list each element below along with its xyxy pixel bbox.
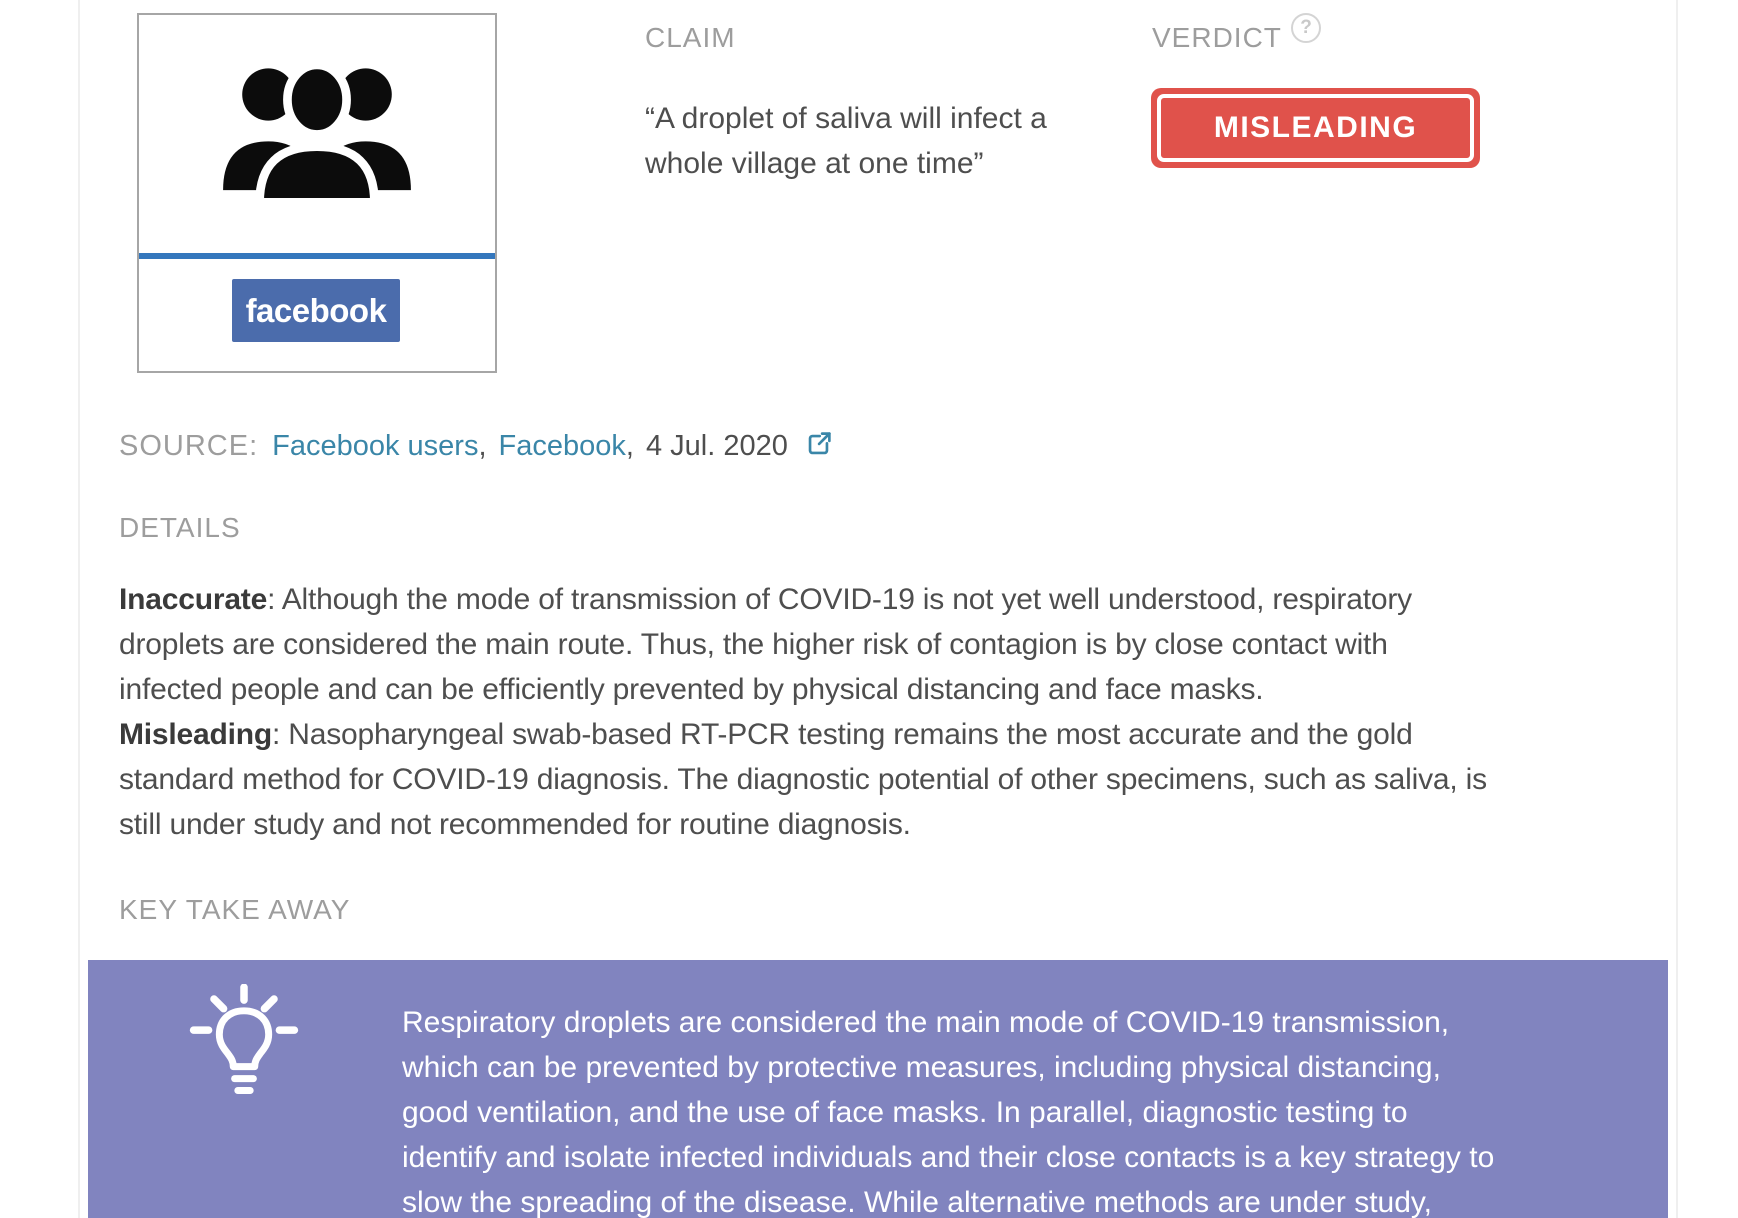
help-icon[interactable]: ? [1291, 13, 1321, 43]
details-line: Inaccurate: Although the mode of transmission of COVID-19 is not yet well understood, respiratory [119, 583, 1412, 616]
source-link-facebook-users[interactable]: Facebook users [272, 430, 479, 462]
source-media-card[interactable] [137, 13, 497, 373]
claim-heading: CLAIM [645, 22, 736, 53]
takeaway-line: which can be prevented by protective measures, including physical distancing, [402, 1051, 1441, 1084]
page-left-border [78, 0, 80, 1218]
source-row [119, 430, 833, 463]
source-link-facebook[interactable]: Facebook [498, 430, 626, 462]
people-group-icon [211, 51, 423, 211]
external-link-icon[interactable] [804, 430, 833, 459]
takeaway-line: slow the spreading of the disease. While alternative methods are under study, [402, 1186, 1433, 1218]
key-takeaway-text [402, 1000, 1494, 1218]
claim-line-2: whole village at one time” [645, 147, 984, 180]
takeaway-line: identify and isolate infected individuals and their close contacts is a key strategy to [402, 1141, 1495, 1174]
facebook-logo: facebook [232, 279, 400, 342]
source-separator: , [478, 430, 487, 462]
details-line: infected people and can be efficiently prevented by physical distancing and face masks. [119, 673, 1264, 706]
claim-text [645, 96, 1047, 186]
details-heading: DETAILS [119, 512, 241, 543]
key-takeaway-heading: KEY TAKE AWAY [119, 894, 351, 925]
takeaway-line: Respiratory droplets are considered the main mode of COVID-19 transmission, [402, 1006, 1450, 1039]
verdict-badge-misleading[interactable] [1151, 88, 1480, 168]
details-line: droplets are considered the main route. Thus, the higher risk of contagion is by close contact with [119, 628, 1388, 661]
source-separator-2: , [625, 430, 634, 462]
source-label: SOURCE: [119, 430, 259, 462]
source-date: 4 Jul. 2020 [645, 430, 788, 462]
card-divider-line [139, 253, 495, 259]
lightbulb-icon [188, 984, 300, 1102]
verdict-heading: VERDICT [1152, 22, 1282, 53]
takeaway-line: good ventilation, and the use of face masks. In parallel, diagnostic testing to [402, 1096, 1408, 1129]
details-line: still under study and not recommended for routine diagnosis. [119, 808, 911, 841]
details-line: standard method for COVID-19 diagnosis. The diagnostic potential of other specimens, such as saliva, is [119, 763, 1487, 796]
details-text [119, 577, 1487, 847]
verdict-badge-label: MISLEADING [1213, 111, 1418, 144]
claim-line-1: “A droplet of saliva will infect a [645, 102, 1047, 135]
page-right-border [1676, 0, 1678, 1218]
details-line: Misleading: Nasopharyngeal swab-based RT-PCR testing remains the most accurate and the gold [119, 718, 1413, 751]
key-takeaway-box [88, 960, 1668, 1218]
